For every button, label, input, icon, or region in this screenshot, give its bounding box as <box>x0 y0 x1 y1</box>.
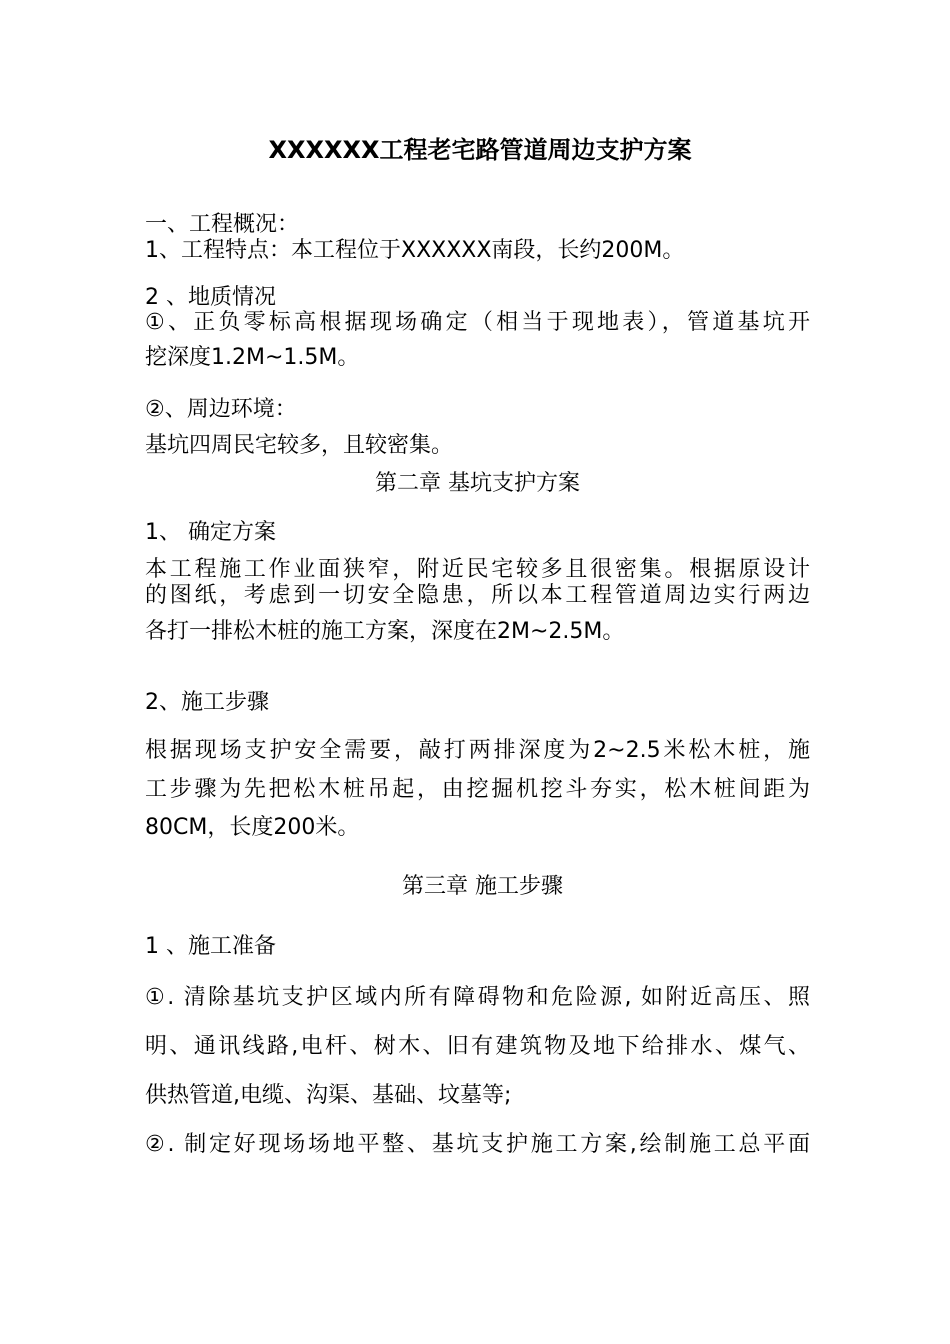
subheading-construction-steps: 2、施工步骤 <box>145 690 269 715</box>
paragraph-plan-line: 各打一排松木桩的施工方案，深度在2M~2.5M。 <box>145 619 625 644</box>
paragraph-plan-line: 本工程施工作业面狭窄，附近民宅较多且很密集。根据原设计 <box>145 557 810 582</box>
section-heading-overview: 一、工程概况： <box>145 212 300 237</box>
subheading-environment: ②、周边环境： <box>145 397 297 422</box>
paragraph-steps-line: 80CM，长度200米。 <box>145 815 360 840</box>
paragraph-steps-line: 根据现场支护安全需要，敲打两排深度为2~2.5米松木桩，施 <box>145 738 810 763</box>
paragraph-prep-line: ①. 清除基坑支护区域内所有障碍物和危险源, 如附近高压、照 <box>145 985 810 1010</box>
paragraph-prep-line: 明、通讯线路,电杆、树木、旧有建筑物及地下给排水、煤气、 <box>145 1034 810 1059</box>
subheading-preparation: 1 、施工准备 <box>145 934 276 959</box>
chapter-title-2: 第二章 基坑支护方案 <box>375 471 580 496</box>
paragraph-environment: 基坑四周民宅较多，且较密集。 <box>145 433 454 458</box>
paragraph-project-features: 1、工程特点：本工程位于XXXXXX南段，长约200M。 <box>145 238 685 263</box>
paragraph-geology-line: ①、正负零标高根据现场确定（相当于现地表），管道基坑开 <box>145 310 810 335</box>
paragraph-steps-line: 工步骤为先把松木桩吊起，由挖掘机挖斗夯实，松木桩间距为 <box>145 777 810 802</box>
paragraph-plan-line: 的图纸，考虑到一切安全隐患，所以本工程管道周边实行两边 <box>145 583 810 608</box>
subheading-determine-plan: 1、 确定方案 <box>145 520 276 545</box>
paragraph-geology-line: 挖深度1.2M~1.5M。 <box>145 345 360 370</box>
paragraph-prep-line: ②. 制定好现场场地平整、基坑支护施工方案,绘制施工总平面 <box>145 1132 810 1157</box>
document-title: XXXXXX工程老宅路管道周边支护方案 <box>268 136 692 164</box>
subheading-geology: 2 、地质情况 <box>145 285 276 310</box>
paragraph-prep-line: 供热管道,电缆、沟渠、基础、坟墓等; <box>145 1083 512 1108</box>
chapter-title-3: 第三章 施工步骤 <box>402 874 563 899</box>
